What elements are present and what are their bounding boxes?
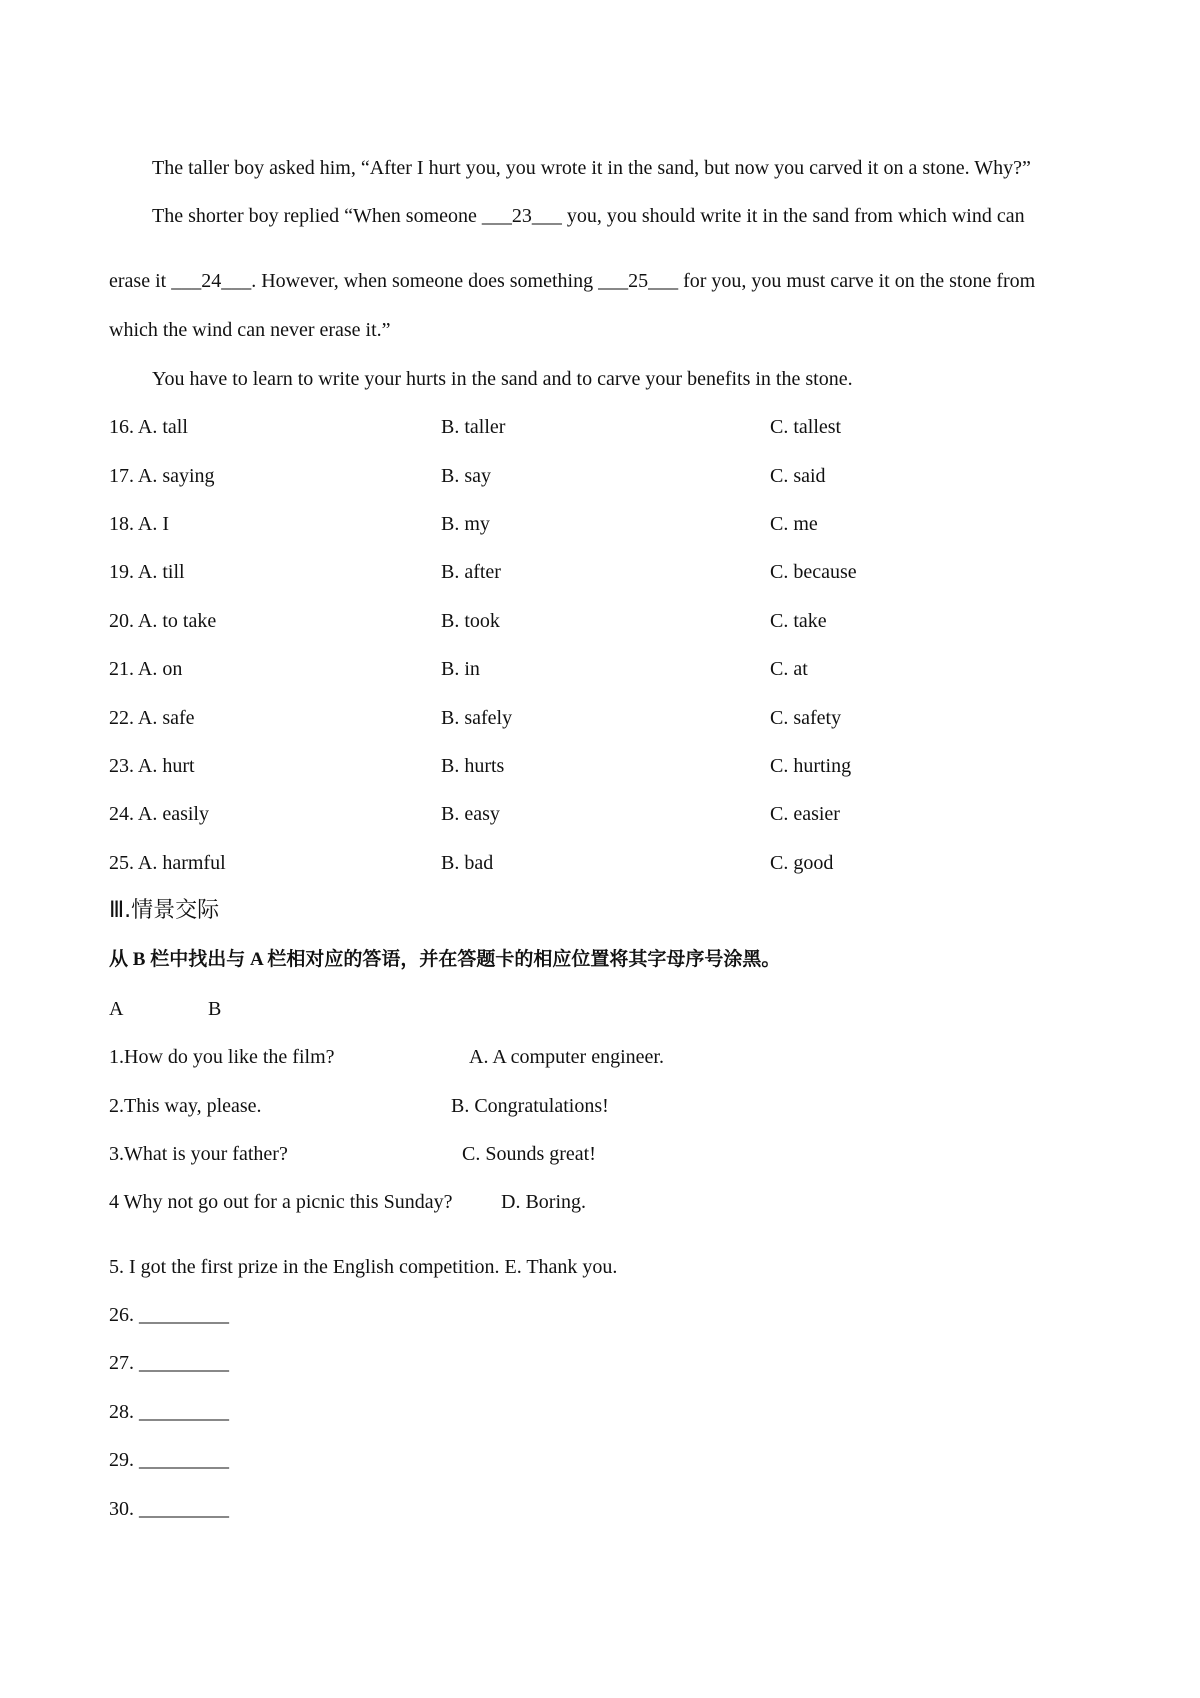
column-b-header: B (208, 998, 222, 1020)
answer-number: 29. (109, 1449, 134, 1471)
answer-line-26 (109, 1305, 229, 1325)
question-22-option-b: B. safely (441, 707, 513, 729)
dialogue-answer-b: B. Congratulations! (451, 1095, 609, 1117)
answer-line-27 (109, 1353, 229, 1373)
passage-line-3-mid: . However, when someone does something (251, 270, 599, 292)
passage-line-1: The taller boy asked him, “After I hurt you, you wrote it in the sand, but now you carved it on a stone. Why?” (152, 157, 1031, 179)
dialogue-answer-a: A. A computer engineer. (469, 1046, 664, 1068)
column-a-header: A (109, 998, 124, 1020)
dialogue-answer-c: C. Sounds great! (462, 1143, 596, 1165)
question-24-option-b: B. easy (441, 803, 500, 825)
question-21-option-c: C. at (770, 658, 808, 680)
dialogue-question-5: 5. I got the first prize in the English competition. E. Thank you. (109, 1256, 618, 1278)
dialogue-question-1: 1.How do you like the film? (109, 1046, 335, 1068)
instruction-part-1: 从 (109, 948, 129, 970)
answer-number: 30. (109, 1498, 134, 1520)
passage-line-2 (152, 206, 1025, 226)
question-17-option-c: C. said (770, 465, 826, 487)
passage-line-3-end: for you, you must carve it on the stone from (678, 270, 1036, 292)
question-16-option-c: C. tallest (770, 416, 842, 438)
dialogue-answer-d: D. Boring. (501, 1191, 586, 1213)
question-17-option-b: B. say (441, 465, 491, 487)
instruction-col-a: A (245, 949, 268, 970)
section-3-instruction (109, 950, 780, 969)
answer-blank[interactable]: _________ (139, 1304, 229, 1326)
answer-blank[interactable]: _________ (139, 1449, 229, 1471)
dialogue-question-3: 3.What is your father? (109, 1143, 288, 1165)
question-19-option-a: 19. A. till (109, 561, 185, 583)
question-16-option-a: 16. A. tall (109, 416, 188, 438)
instruction-part-3: 栏相对应的答语，并在答题卡的相应位置将其字母序号涂黑。 (267, 948, 781, 970)
question-22-option-c: C. safety (770, 707, 842, 729)
question-19-option-c: C. because (770, 561, 857, 583)
question-21-option-b: B. in (441, 658, 480, 680)
passage-line-3-start: erase it (109, 270, 172, 292)
instruction-part-2: 栏中找出与 (150, 948, 246, 970)
question-19-option-b: B. after (441, 561, 501, 583)
answer-line-28 (109, 1402, 229, 1422)
passage-line-5: You have to learn to write your hurts in the sand and to carve your benefits in the stone. (152, 368, 853, 390)
dialogue-question-4: 4 Why not go out for a picnic this Sunday? (109, 1191, 453, 1213)
answer-number: 27. (109, 1352, 134, 1374)
question-25-option-c: C. good (770, 852, 834, 874)
question-20-option-c: C. take (770, 610, 827, 632)
question-25-option-b: B. bad (441, 852, 494, 874)
answer-blank[interactable]: _________ (139, 1498, 229, 1520)
passage-line-4: which the wind can never erase it.” (109, 319, 391, 341)
question-23-option-b: B. hurts (441, 755, 505, 777)
question-17-option-a: 17. A. saying (109, 465, 215, 487)
answer-number: 28. (109, 1401, 134, 1423)
answer-blank[interactable]: _________ (139, 1401, 229, 1423)
question-23-option-a: 23. A. hurt (109, 755, 195, 777)
answer-line-30 (109, 1499, 229, 1519)
section-3-heading: Ⅲ.情景交际 (109, 898, 220, 923)
question-16-option-b: B. taller (441, 416, 506, 438)
question-20-option-b: B. took (441, 610, 500, 632)
question-21-option-a: 21. A. on (109, 658, 183, 680)
question-23-option-c: C. hurting (770, 755, 852, 777)
blank-23: ___23___ (481, 205, 562, 227)
question-22-option-a: 22. A. safe (109, 707, 195, 729)
answer-blank[interactable]: _________ (139, 1352, 229, 1374)
answer-line-29 (109, 1450, 229, 1470)
question-18-option-b: B. my (441, 513, 490, 535)
dialogue-question-2: 2.This way, please. (109, 1095, 262, 1117)
instruction-col-b: B (128, 949, 151, 970)
question-24-option-a: 24. A. easily (109, 803, 209, 825)
blank-25: ___25___ (598, 270, 679, 292)
passage-line-3 (109, 271, 1035, 291)
passage-line-2-end: you, you should write it in the sand from which wind can (561, 205, 1025, 227)
question-18-option-a: 18. A. I (109, 513, 169, 535)
question-25-option-a: 25. A. harmful (109, 852, 226, 874)
blank-24: ___24___ (171, 270, 252, 292)
question-24-option-c: C. easier (770, 803, 840, 825)
question-18-option-c: C. me (770, 513, 818, 535)
passage-line-2-start: The shorter boy replied “When someone (152, 205, 482, 227)
question-20-option-a: 20. A. to take (109, 610, 217, 632)
answer-number: 26. (109, 1304, 134, 1326)
